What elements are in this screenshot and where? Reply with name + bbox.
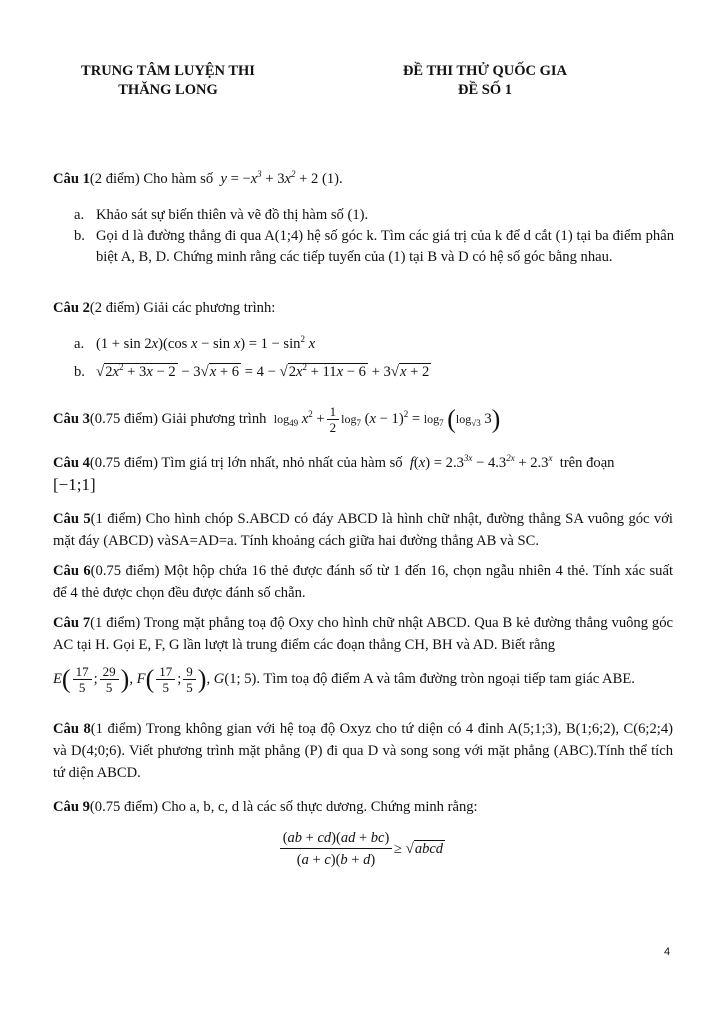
header-right <box>370 62 600 100</box>
exam-title: ĐỀ THI THỬ QUỐC GIA <box>402 63 568 79</box>
question-1b <box>74 226 674 268</box>
question-9-label: Câu 9 <box>53 799 90 815</box>
question-6-label: Câu 6 <box>53 563 91 579</box>
question-2a <box>74 334 674 355</box>
question-8 <box>53 718 673 784</box>
question-8-text: (1 điểm) Trong không gian với hệ toạ độ Oxyz cho tứ diện có 4 đỉnh A(5;1;3), B(1;6;2), C(6;2;4) và D(4;0;6). Viết phương trình mặt phẳng (P) đi qua D và song song với mặt phẳng (ABC).Tính thể tích tứ diện ABCD. <box>53 721 673 781</box>
question-4-interval: [−1;1] <box>53 475 96 494</box>
question-5-text: (1 điểm) Cho hình chóp S.ABCD có đáy ABCD là hình chữ nhật, đường thẳng SA vuông góc với mặt đáy (ABCD) vàSA=AD=a. Tính khoảng cách giữa hai đường thẳng AB và SC. <box>53 511 673 549</box>
question-3-equation: $\log_{49} x^2$ + $\frac{1}{2}$ $\log_7 (x - 1)^2 = \log_7 (\log_{√3}$ 3) <box>273 404 501 435</box>
question-2a-equation: (1 + sin 2x)(cos $x - \sin x) = 1 - \sin^2 x$ <box>96 334 316 352</box>
question-8-label: Câu 8 <box>53 721 91 737</box>
question-2b <box>74 362 674 383</box>
question-4-label: Câu 4 <box>53 455 90 471</box>
question-1-function: $y = -x^3 + 3x^2 + 2$ <box>216 169 319 187</box>
question-7-tail: . Tìm toạ độ điểm A và tâm đường tròn ngoại tiếp tam giác ABE. <box>256 670 635 687</box>
question-1-intro: (2 điểm) Cho hàm số <box>89 171 214 187</box>
question-1b-text: Gọi d là đường thẳng đi qua A(1;4) hệ số góc k. Tìm các giá trị của k để d cắt (1) tại ba điểm phân biệt A, B, D. Chứng minh rằng các tiếp tuyến của (1) tại B và D có hệ số góc bằng nhau. <box>96 228 674 265</box>
header-center-city: THĂNG LONG <box>118 82 218 98</box>
question-1-label: Câu 1 <box>53 171 90 187</box>
question-7-label: Câu 7 <box>53 615 91 631</box>
question-7-text: (1 điểm) Trong mặt phẳng toạ độ Oxy cho hình chữ nhật ABCD. Qua B kẻ đường thẳng vuông góc AC tại H. Gọi E, F, G lần lượt là trung điểm các đoạn thẳng CH, BH và AD. Biết rằng <box>53 615 673 653</box>
question-3-intro: (0.75 điểm) Giải phương trình <box>89 410 267 427</box>
question-3-label: Câu 3 <box>53 410 90 427</box>
question-4-function: $f(x) = 2.3^{3x} - 4.3^{2x} + 2.3^x$ <box>406 453 553 471</box>
question-4-intro: (0.75 điểm) Tìm giá trị lớn nhất, nhỏ nhất của hàm số <box>89 455 403 471</box>
inequality-rhs: ≥ √abcd <box>394 841 444 857</box>
question-5 <box>53 508 673 552</box>
question-2-label: Câu 2 <box>53 300 90 316</box>
exam-number: ĐỀ SỐ 1 <box>458 82 512 98</box>
question-1a-text: Khảo sát sự biến thiên và vẽ đồ thị hàm số (1). <box>96 207 369 223</box>
question-2b-equation: $√2x^2 + 3x - 2 - 3√x + 6 = 4 - √2x^2 + 11x - 6 + 3√x + 2$ <box>96 362 430 380</box>
header-left <box>58 62 278 100</box>
question-7 <box>53 612 673 656</box>
question-9 <box>53 796 673 818</box>
question-5-label: Câu 5 <box>53 511 91 527</box>
question-7-points: E( $\frac{17}{5}$ ; $\frac{29}{5}$ ), F( $\frac{17}{5}$ ; $\frac{9}{5}$ ), G(1; 5) <box>53 664 257 695</box>
question-6-text: (0.75 điểm) Một hộp chứa 16 thẻ được đánh số từ 1 đến 16, chọn ngẫu nhiên 4 thẻ. Tính xác suất để 4 thẻ được chọn đều được đánh số chẵn. <box>53 563 673 601</box>
fraction-one-half: $\frac{1}{2}$ <box>327 404 340 435</box>
question-1 <box>53 168 673 190</box>
question-1a <box>74 205 674 226</box>
question-1-suffix: (1). <box>322 171 343 187</box>
question-2a-label: a. <box>74 336 85 352</box>
inequality-numerator: (ab + cd)(ad + bc) <box>280 828 392 849</box>
question-2b-label: b. <box>74 364 85 380</box>
question-2 <box>53 297 673 319</box>
question-3 <box>53 404 673 435</box>
page-number: 4 <box>664 946 671 958</box>
question-1b-label: b. <box>74 228 85 244</box>
header-center-name: TRUNG TÂM LUYỆN THI <box>81 63 255 79</box>
question-7-points-line <box>53 664 673 695</box>
inequality-denominator: (a + c)(b + d) <box>296 852 376 868</box>
question-1a-label: a. <box>74 207 85 223</box>
question-4-tail: trên đoạn <box>559 455 615 471</box>
question-2-intro: (2 điểm) Giải các phương trình: <box>89 300 276 316</box>
question-4 <box>53 452 673 497</box>
question-9-text: (0.75 điểm) Cho a, b, c, d là các số thực dương. Chứng minh rằng: <box>89 799 478 815</box>
question-6 <box>53 560 673 604</box>
